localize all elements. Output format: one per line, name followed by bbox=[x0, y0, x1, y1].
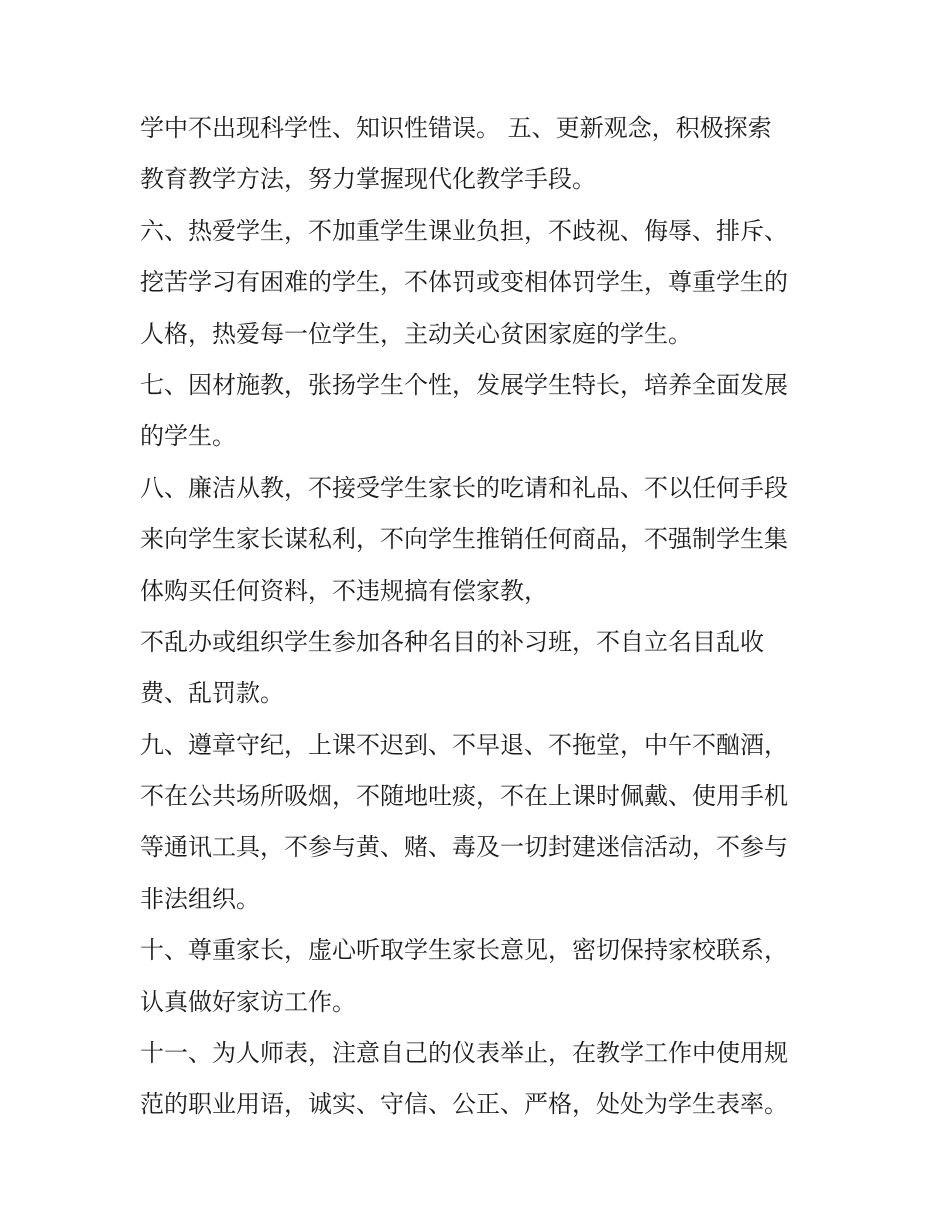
text-line: 来向学生家长谋私利，不向学生推销任何商品，不强制学生集 bbox=[140, 525, 788, 554]
text-line: 不在公共场所吸烟，不随地吐痰，不在上课时佩戴、使用手机 bbox=[140, 782, 788, 811]
text-line: 挖苦学习有困难的学生，不体罚或变相体罚学生，尊重学生的 bbox=[140, 268, 788, 297]
text-line: 六、热爱学生，不加重学生课业负担，不歧视、侮辱、排斥、 bbox=[140, 216, 788, 245]
text-line: 等通讯工具，不参与黄、赌、毒及一切封建迷信活动，不参与 bbox=[140, 833, 788, 862]
text-line: 学中不出现科学性、知识性错误。 五、更新观念，积极探索 bbox=[140, 114, 772, 142]
text-line: 人格，热爱每一位学生，主动关心贫困家庭的学生。 bbox=[140, 319, 692, 348]
text-line: 的学生。 bbox=[140, 422, 236, 451]
document-body bbox=[140, 103, 820, 1131]
text-line: 费、乱罚款。 bbox=[140, 679, 284, 708]
text-line: 非法组织。 bbox=[140, 884, 260, 913]
text-line: 十一、为人师表，注意自己的仪表举止，在教学工作中使用规 bbox=[140, 1039, 788, 1068]
text-line: 范的职业用语，诚实、守信、公正、严格，处处为学生表率。 bbox=[140, 1090, 788, 1119]
text-line: 教育教学方法，努力掌握现代化教学手段。 bbox=[140, 165, 596, 194]
text-line: 体购买任何资料，不违规搞有偿家教， bbox=[140, 576, 548, 605]
text-line: 九、遵章守纪，上课不迟到、不早退、不拖堂，中午不酗酒， bbox=[140, 730, 788, 759]
text-line: 不乱办或组织学生参加各种名目的补习班，不自立名目乱收 bbox=[140, 627, 764, 656]
text-line: 十、尊重家长，虚心听取学生家长意见，密切保持家校联系， bbox=[140, 936, 788, 965]
text-line: 八、廉洁从教，不接受学生家长的吃请和礼品、不以任何手段 bbox=[140, 473, 788, 502]
text-line: 认真做好家访工作。 bbox=[140, 987, 356, 1016]
text-line: 七、因材施教，张扬学生个性，发展学生特长，培养全面发展 bbox=[140, 370, 788, 399]
